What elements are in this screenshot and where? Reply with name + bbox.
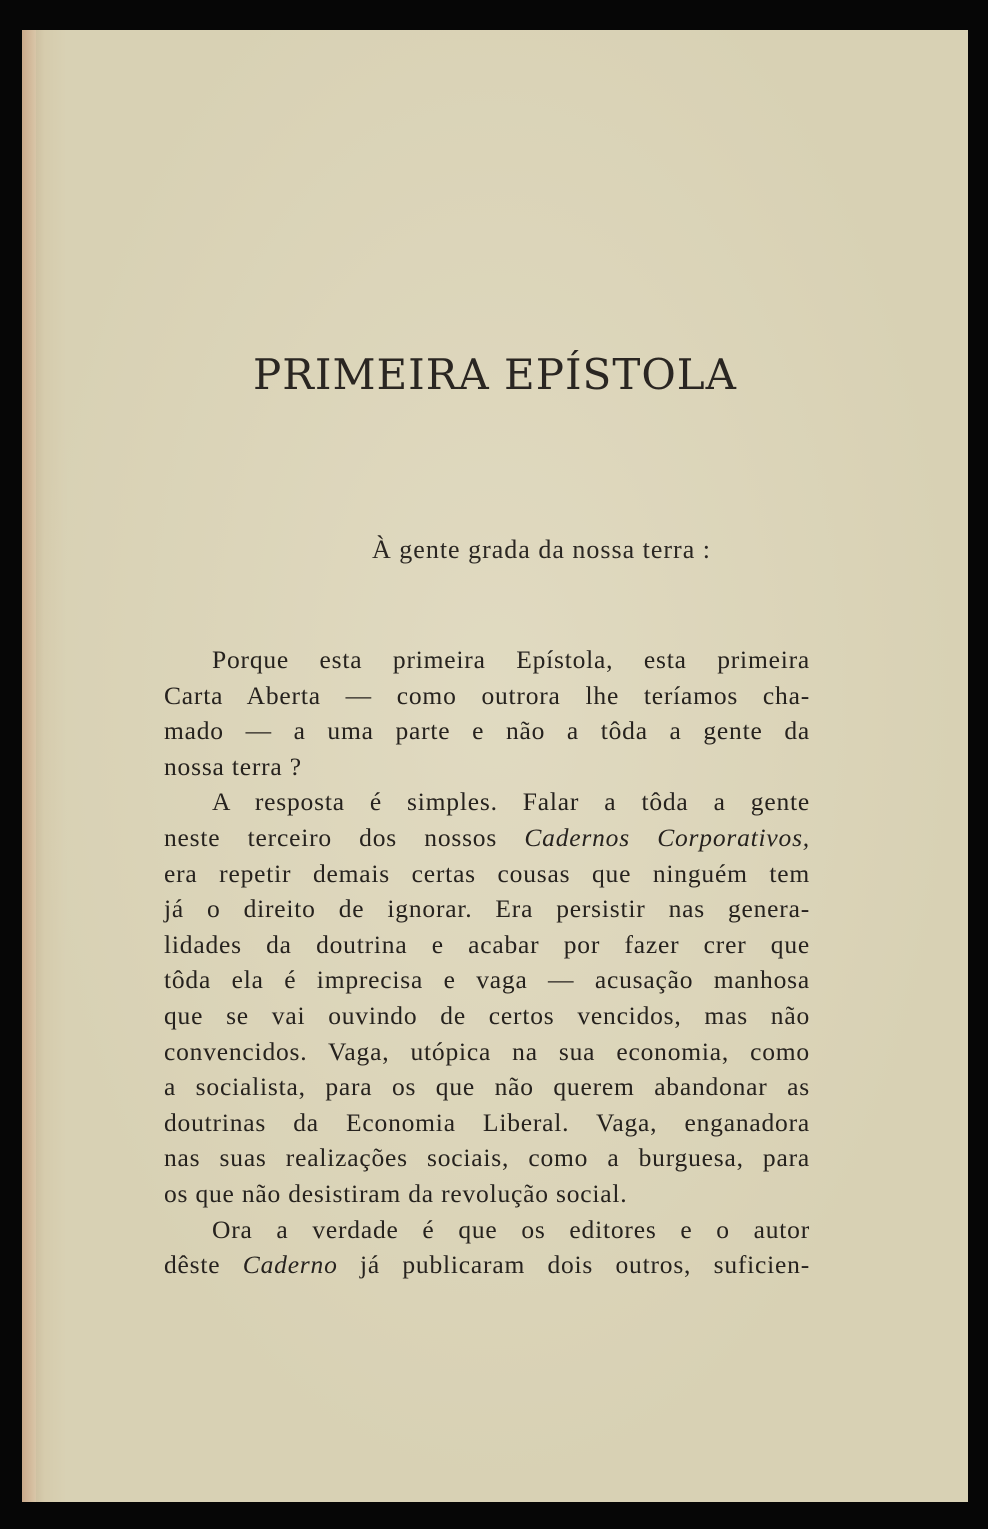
text-line: os que não desistiram da revolução social. — [164, 1178, 628, 1208]
text-line: doutrinas da Economia Liberal. Vaga, enganadora — [164, 1107, 810, 1137]
text-line: que se vai ouvindo de certos vencidos, mas não — [164, 1000, 810, 1030]
text-line — [164, 820, 810, 856]
text-line: convencidos. Vaga, utópica na sua economia, como — [164, 1036, 810, 1066]
text-line: nas suas realizações sociais, como a burguesa, para — [164, 1143, 810, 1173]
text-line: mado — a uma parte e não a tôda a gente da — [164, 716, 810, 746]
text-fragment: neste terceiro dos nossos — [164, 822, 498, 852]
page-spine-edge — [22, 30, 36, 1502]
text-line: já o direito de ignorar. Era persistir nas genera- — [164, 894, 810, 924]
text-line: Carta Aberta — como outrora lhe teríamos cha- — [164, 680, 810, 710]
text-line: era repetir demais certas cousas que ninguém tem — [164, 858, 810, 888]
text-line: lidades da doutrina e acabar por fazer crer que — [164, 929, 810, 959]
body-text — [164, 642, 810, 1283]
text-line — [164, 1247, 810, 1283]
salutation: À gente grada da nossa terra : — [372, 535, 711, 564]
text-line: nossa terra ? — [164, 751, 302, 781]
text-line: tôda ela é imprecisa e vaga — acusação manhosa — [164, 965, 810, 995]
italic-title: Cadernos Corporativos, — [524, 822, 810, 852]
text-line: Porque esta primeira Epístola, esta primeira — [212, 645, 810, 674]
italic-title: Caderno — [242, 1250, 338, 1280]
text-line: a socialista, para os que não querem abandonar as — [164, 1072, 810, 1102]
text-line: A resposta é simples. Falar a tôda a gente — [212, 787, 810, 817]
book-page — [22, 30, 968, 1502]
text-fragment: dêste — [164, 1250, 221, 1280]
chapter-title: PRIMEIRA EPÍSTOLA — [253, 350, 737, 399]
text-line: Ora a verdade é que os editores e o autor — [212, 1214, 810, 1244]
text-fragment: já publicaram dois outros, suficien- — [360, 1250, 811, 1280]
